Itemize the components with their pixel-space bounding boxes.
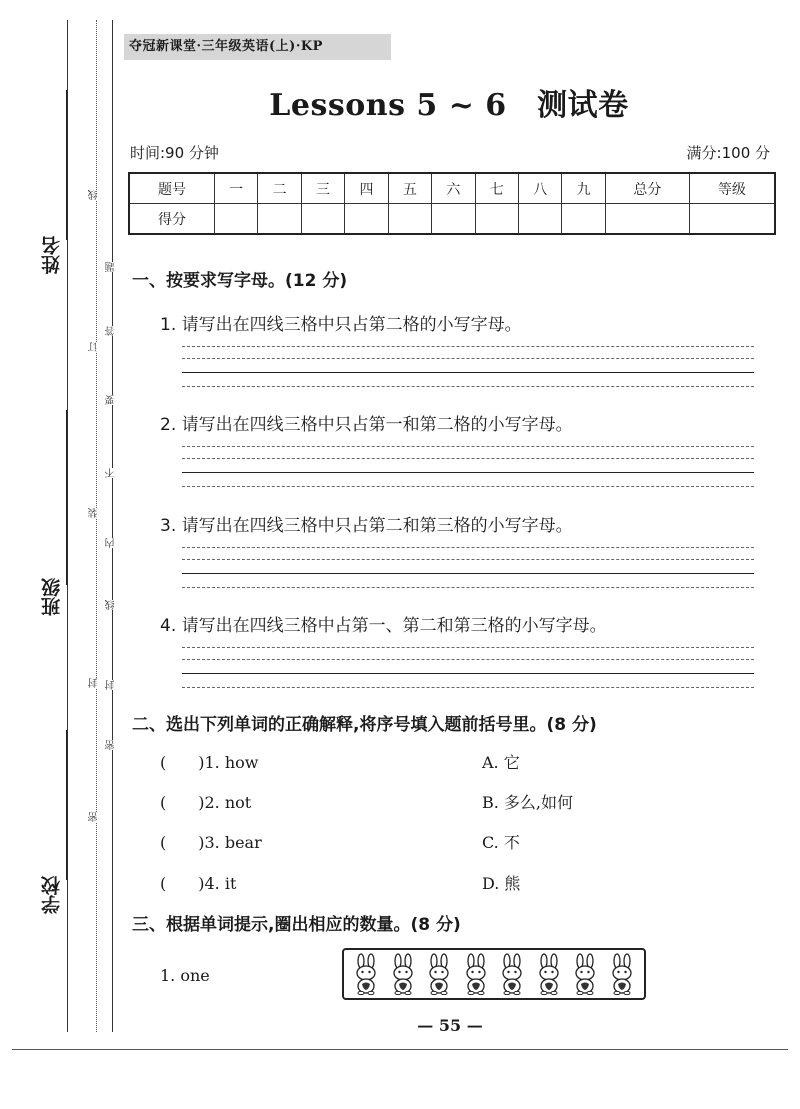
- seal-char: 封: [106, 680, 117, 690]
- table-cell: 三: [301, 173, 344, 204]
- table-cell: 六: [432, 173, 475, 204]
- school-label: 学校: [41, 876, 63, 914]
- bunny-picture-box[interactable]: [342, 948, 646, 1000]
- bunny-icon[interactable]: [569, 953, 601, 995]
- school-blank: [66, 730, 67, 880]
- four-line-grid[interactable]: [182, 446, 754, 490]
- section-1-heading: 一、按要求写字母。(12 分): [132, 271, 348, 291]
- bunny-icon[interactable]: [496, 953, 528, 995]
- match-item[interactable]: ( )4. it: [160, 874, 237, 893]
- table-cell: 等级: [689, 173, 775, 204]
- bunny-icon[interactable]: [460, 953, 492, 995]
- match-option: B. 多么,如何: [482, 793, 574, 812]
- table-cell: 二: [258, 173, 301, 204]
- page-number: — 55 —: [417, 1016, 483, 1035]
- question-1-3: 3. 请写出在四线三格中只占第二和第三格的小写字母。: [160, 516, 573, 536]
- seal-char: 密: [106, 740, 117, 750]
- table-cell: 一: [214, 173, 257, 204]
- series-header: 夺冠新课堂·三年级英语(上)·KP: [124, 34, 391, 60]
- bunny-icon[interactable]: [387, 953, 419, 995]
- time-label: 时间:90 分钟: [130, 144, 219, 162]
- question-1-4: 4. 请写出在四线三格中占第一、第二和第三格的小写字母。: [160, 616, 607, 636]
- table-cell: 得分: [129, 204, 214, 235]
- score-blank-cell[interactable]: [689, 204, 775, 235]
- bunny-icon[interactable]: [533, 953, 565, 995]
- score-blank-cell[interactable]: [345, 204, 388, 235]
- match-option: D. 熊: [482, 874, 521, 893]
- seal-char: 订: [89, 342, 100, 352]
- score-blank-cell[interactable]: [258, 204, 301, 235]
- seal-char: 线: [106, 600, 117, 610]
- table-cell: 七: [475, 173, 518, 204]
- match-option: A. 它: [482, 753, 520, 772]
- four-line-grid[interactable]: [182, 346, 754, 390]
- binding-dotted-line: [96, 20, 97, 1032]
- score-table-score-row: [129, 204, 775, 235]
- section-3-heading: 三、根据单词提示,圈出相应的数量。(8 分): [132, 915, 461, 935]
- bunny-icon[interactable]: [606, 953, 638, 995]
- seal-char: 密: [89, 812, 100, 822]
- match-item[interactable]: ( )1. how: [160, 753, 259, 772]
- score-blank-cell[interactable]: [214, 204, 257, 235]
- class-blank: [66, 410, 67, 585]
- seal-char: 内: [106, 538, 117, 548]
- score-blank-cell[interactable]: [432, 204, 475, 235]
- score-table-header-row: [129, 173, 775, 204]
- match-item[interactable]: ( )2. not: [160, 793, 252, 812]
- score-blank-cell[interactable]: [562, 204, 605, 235]
- score-blank-cell[interactable]: [388, 204, 431, 235]
- match-item[interactable]: ( )3. bear: [160, 833, 262, 852]
- class-label: 班级: [41, 578, 63, 616]
- full-score-label: 满分:100 分: [686, 144, 770, 162]
- name-label: 姓名: [41, 236, 63, 274]
- seal-char: 题: [106, 262, 117, 272]
- table-cell: 题号: [129, 173, 214, 204]
- page-title: Lessons 5 ~ 6 测试卷: [269, 88, 629, 123]
- question-1-2: 2. 请写出在四线三格中只占第一和第二格的小写字母。: [160, 415, 573, 435]
- table-cell: 总分: [605, 173, 689, 204]
- page-bottom-rule: [12, 1049, 788, 1050]
- four-line-grid[interactable]: [182, 647, 754, 691]
- table-cell: 五: [388, 173, 431, 204]
- binding-rule-inner: [112, 20, 113, 1032]
- score-blank-cell[interactable]: [605, 204, 689, 235]
- seal-char: 要: [106, 395, 117, 405]
- score-blank-cell[interactable]: [519, 204, 562, 235]
- question-3-1: 1. one: [160, 966, 210, 985]
- question-1-1: 1. 请写出在四线三格中只占第二格的小写字母。: [160, 315, 522, 335]
- four-line-grid[interactable]: [182, 547, 754, 591]
- seal-char: 不: [106, 468, 117, 478]
- score-blank-cell[interactable]: [301, 204, 344, 235]
- bunny-icon[interactable]: [423, 953, 455, 995]
- score-blank-cell[interactable]: [475, 204, 518, 235]
- bunny-icon[interactable]: [350, 953, 382, 995]
- score-table: [128, 172, 776, 235]
- seal-char: 线: [89, 190, 100, 200]
- match-option: C. 不: [482, 833, 520, 852]
- table-cell: 四: [345, 173, 388, 204]
- name-blank: [66, 90, 67, 240]
- seal-char: 答: [106, 326, 117, 336]
- table-cell: 九: [562, 173, 605, 204]
- seal-char: 封: [89, 678, 100, 688]
- section-2-heading: 二、选出下列单词的正确解释,将序号填入题前括号里。(8 分): [132, 715, 597, 735]
- table-cell: 八: [519, 173, 562, 204]
- seal-char: 装: [89, 508, 100, 518]
